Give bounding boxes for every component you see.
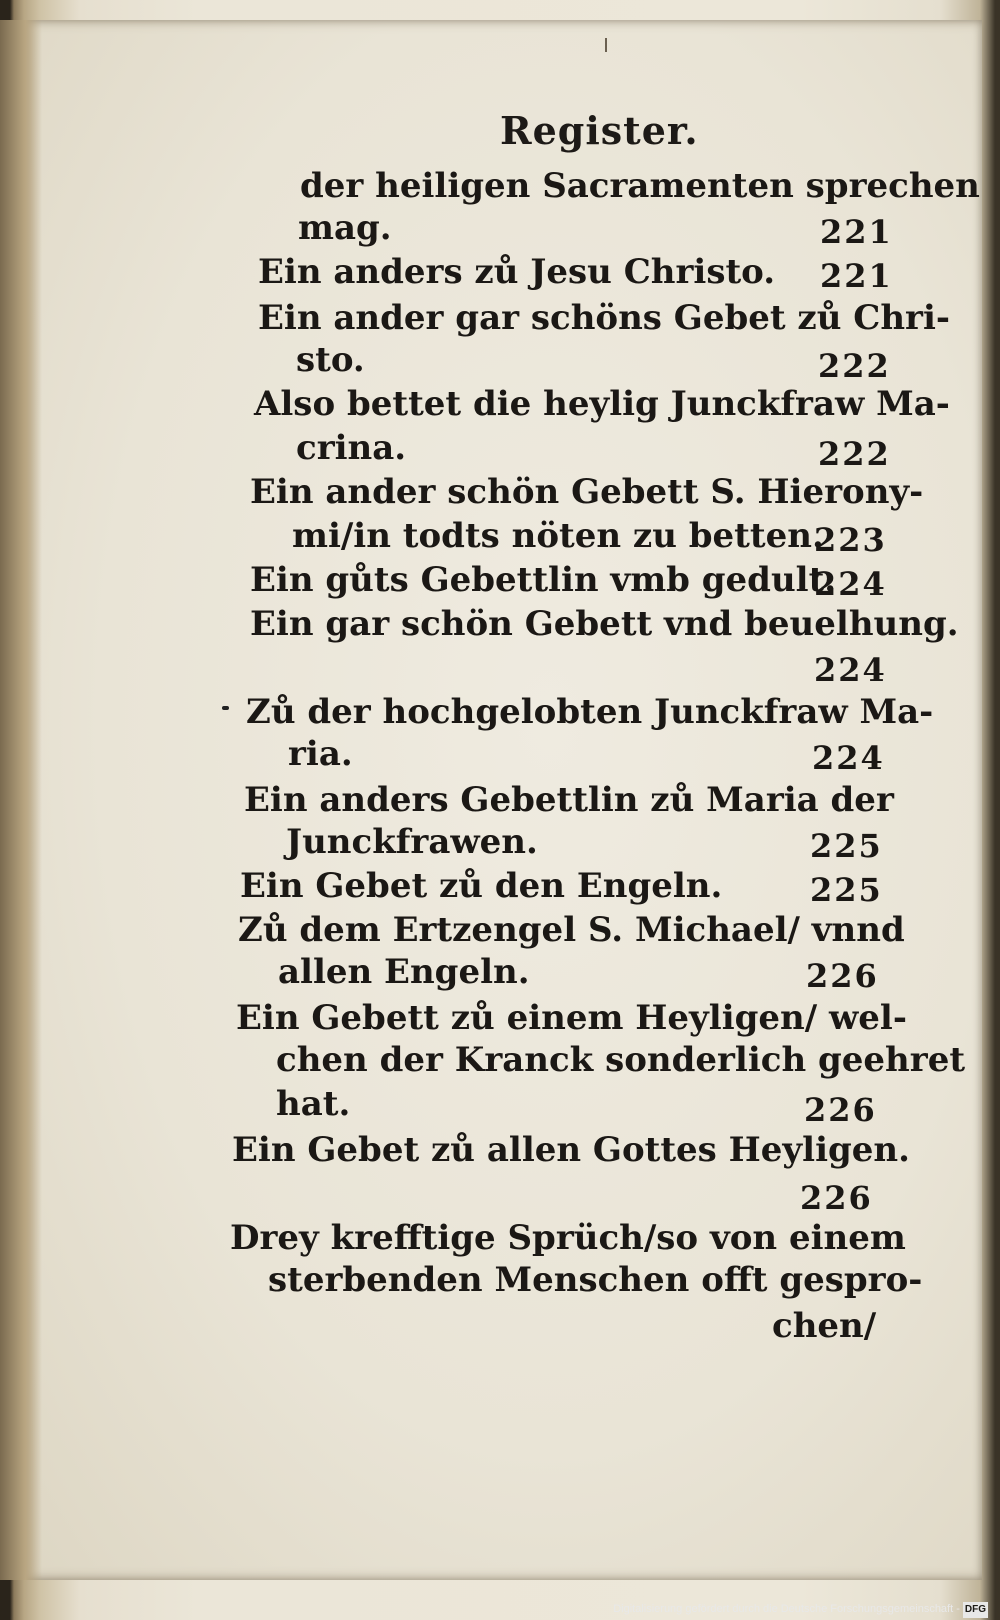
- entry-line: mi/in todts nöten zu betten.: [292, 516, 824, 556]
- ink-mark: [222, 706, 229, 710]
- entry-line: sto.: [296, 340, 365, 380]
- entry-line: Ein anders Gebettlin zů Maria der: [244, 780, 894, 820]
- entry-line: Ein Gebet zů allen Gottes Heyligen.: [232, 1130, 910, 1170]
- entry-line: Ein Gebet zů den Engeln.: [240, 866, 723, 906]
- entry-page-number: 225: [810, 827, 883, 865]
- credit-text: Digitalisierung gefördert durch die Deutsche Forschungsgemeinschaft -: [613, 1603, 960, 1615]
- digitization-credit: [613, 1601, 988, 1618]
- entry-page-number: 222: [818, 435, 891, 473]
- running-head: Register.: [500, 108, 699, 153]
- entry-page-number: 223: [814, 521, 887, 559]
- entry-page-number: 226: [800, 1179, 873, 1217]
- entry-line: Zů der hochgelobten Junckfraw Ma-: [246, 692, 934, 732]
- entry-page-number: 224: [814, 565, 887, 603]
- entry-page-number: 226: [804, 1091, 877, 1129]
- entry-line: Also bettet die heylig Junckfraw Ma-: [254, 384, 950, 424]
- entry-line: Ein gůts Gebettlin vmb gedult.: [250, 560, 837, 600]
- entry-line: Ein Gebett zů einem Heyligen/ wel-: [236, 998, 907, 1038]
- dfg-badge: DFG: [963, 1602, 988, 1618]
- entry-line: ria.: [288, 734, 353, 774]
- entry-page-number: 224: [814, 651, 887, 689]
- entry-line: Zů dem Ertzengel S. Michael/ vnnd: [238, 910, 905, 950]
- entry-page-number: 224: [812, 739, 885, 777]
- entry-page-number: 221: [820, 257, 893, 295]
- page-spine-edge: [0, 20, 42, 1580]
- entry-page-number: 221: [820, 213, 893, 251]
- entry-page-number: 226: [806, 957, 879, 995]
- entry-line: Junckfrawen.: [286, 822, 538, 862]
- entry-line: Ein anders zů Jesu Christo.: [258, 252, 776, 292]
- entry-line: mag.: [298, 208, 392, 248]
- entry-line: hat.: [276, 1084, 351, 1124]
- entry-line: allen Engeln.: [278, 952, 530, 992]
- entry-line: Ein ander gar schöns Gebet zů Chri-: [258, 298, 950, 338]
- entry-page-number: 225: [810, 871, 883, 909]
- page-mark: [605, 38, 607, 52]
- catchword: chen/: [772, 1306, 877, 1346]
- entry-line: crina.: [296, 428, 407, 468]
- entry-page-number: 222: [818, 347, 891, 385]
- entry-line: Ein ander schön Gebett S. Hierony-: [250, 472, 924, 512]
- entry-line: der heiligen Sacramenten sprechen: [300, 166, 980, 206]
- entry-line: sterbenden Menschen offt gespro-: [268, 1260, 923, 1300]
- entry-line: Ein gar schön Gebett vnd beuelhung.: [250, 604, 959, 644]
- entry-line: Drey krefftige Sprüch/so von einem: [230, 1218, 906, 1258]
- entry-line: chen der Kranck sonderlich geehret: [276, 1040, 966, 1080]
